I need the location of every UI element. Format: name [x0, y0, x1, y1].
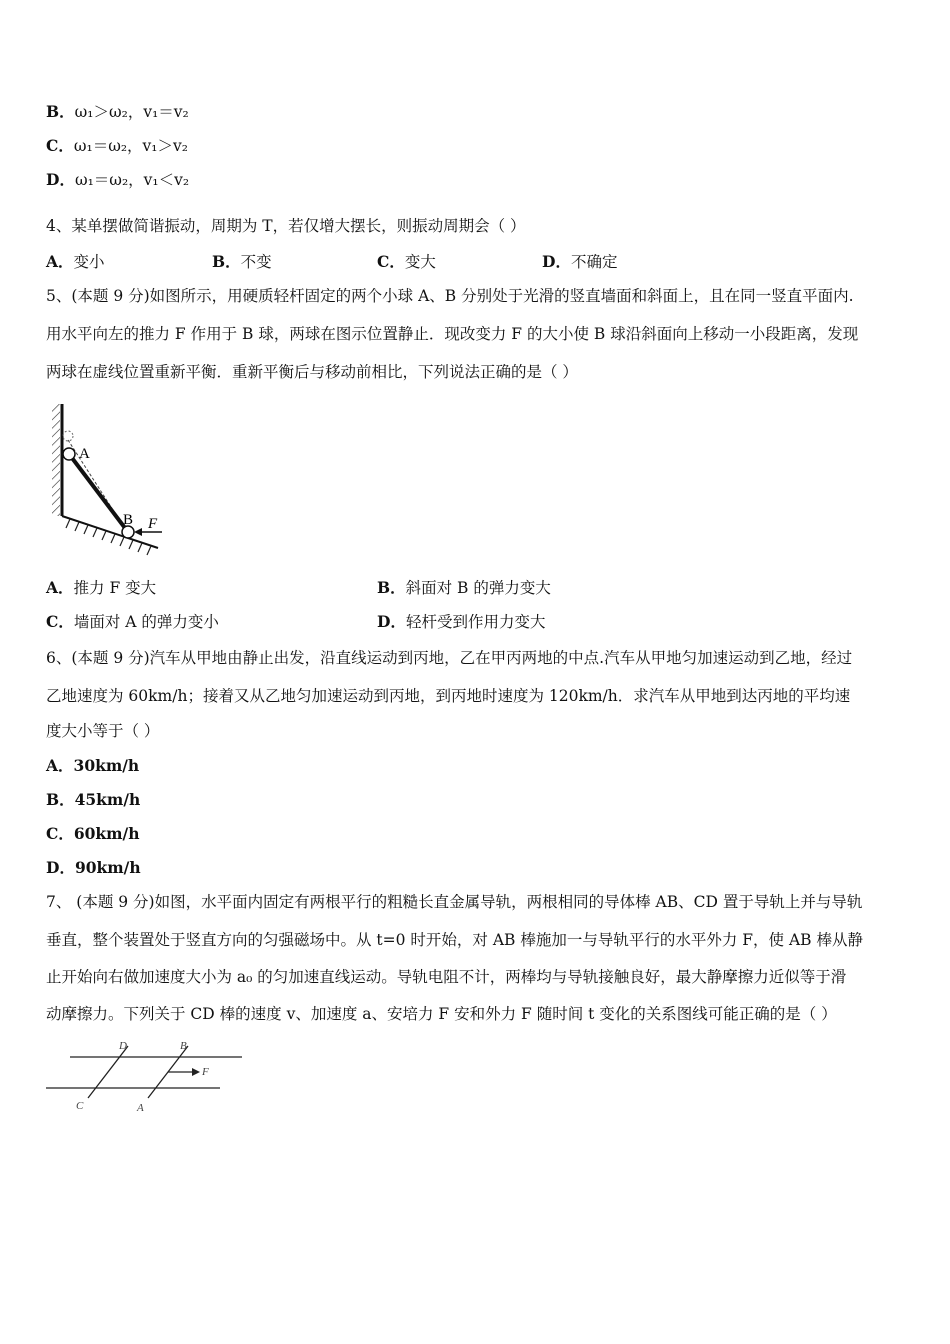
- q7-stem-line-4: 动摩擦力。下列关于 CD 棒的速度 v、加速度 a、安培力 F 安和外力 F 随时间 t 变化的关系图线可能正确的是（ ）: [46, 1005, 837, 1023]
- q4-option-a-text: 变小: [73, 253, 105, 271]
- q4-option-d-text: 不确定: [570, 253, 618, 271]
- q4-option-a-letter: A．: [46, 252, 74, 271]
- q5-option-b-letter: B．: [377, 578, 406, 597]
- q4-option-b: [212, 252, 272, 272]
- q5-label-a: A: [79, 446, 90, 462]
- q7-stem-line-2: 垂直，整个装置处于竖直方向的匀强磁场中。从 t=0 时开始，对 AB 棒施加一与导轨平行的水平外力 F，使 AB 棒从静: [46, 931, 863, 949]
- q4-option-c-letter: C．: [377, 252, 405, 271]
- q5-option-a-letter: A．: [46, 578, 74, 597]
- q4-option-c-text: 变大: [404, 253, 436, 271]
- q4-option-b-text: 不变: [240, 253, 272, 271]
- q4-option-d: [542, 252, 617, 272]
- q6-option-a-letter: A．: [46, 756, 74, 775]
- q7-force-arrowhead: [192, 1068, 200, 1076]
- q4-option-d-letter: D．: [542, 252, 571, 271]
- q5-stem-line-3: 两球在虚线位置重新平衡．重新平衡后与移动前相比，下列说法正确的是（ ）: [46, 363, 578, 381]
- q5-option-c: [46, 612, 219, 632]
- q6-option-b: [46, 790, 140, 810]
- q5-incline-hatch: [66, 519, 151, 555]
- q7-label-f: F: [202, 1066, 209, 1078]
- q6-option-c-letter: C．: [46, 824, 74, 843]
- q6-stem-line-2: 乙地速度为 60km/h；接着又从乙地匀加速运动到丙地，到丙地时速度为 120km/h．求汽车从甲地到达丙地的平均速: [46, 687, 851, 705]
- q5-option-b-text: 斜面对 B 的弹力变大: [405, 579, 551, 597]
- q4-stem: 4、某单摆做简谐振动，周期为 T，若仅增大摆长，则振动周期会（ ）: [46, 217, 526, 235]
- q4-option-b-letter: B．: [212, 252, 241, 271]
- q3-option-b: [46, 102, 189, 122]
- q6-option-d-letter: D．: [46, 858, 75, 877]
- q3-option-d-text: ω₁＝ω₂，v₁＜v₂: [74, 171, 190, 189]
- q7-label-a: A: [137, 1102, 144, 1114]
- q3-option-d-letter: D．: [46, 170, 75, 189]
- q6-option-d: [46, 858, 141, 878]
- q7-label-c: C: [76, 1100, 84, 1112]
- q5-stem-line-1: 5、(本题 9 分)如图所示，用硬质轻杆固定的两个小球 A、B 分别处于光滑的竖直墙面和斜面上，且在同一竖直平面内.: [46, 287, 854, 305]
- q5-figure: [46, 400, 170, 564]
- q5-option-c-text: 墙面对 A 的弹力变小: [73, 613, 219, 631]
- q7-label-d: D: [119, 1040, 127, 1052]
- q5-option-a-text: 推力 F 变大: [73, 579, 157, 597]
- q6-option-c: [46, 824, 139, 844]
- q3-option-b-letter: B．: [46, 102, 75, 121]
- q5-option-d: [377, 612, 545, 632]
- q3-option-c-letter: C．: [46, 136, 74, 155]
- q5-label-f: F: [148, 516, 158, 532]
- q3-option-b-text: ω₁＞ω₂，v₁＝v₂: [74, 103, 189, 121]
- q5-ball-a: [63, 448, 75, 460]
- q6-option-d-text: 90km/h: [74, 858, 141, 877]
- q5-force-arrowhead: [134, 528, 142, 536]
- q5-option-d-text: 轻杆受到作用力变大: [405, 613, 546, 631]
- q7-stem-line-3: 止开始向右做加速度大小为 a₀ 的匀加速直线运动。导轨电阻不计，两棒均与导轨接触良好，最大静摩擦力近似等于滑: [46, 968, 847, 986]
- q5-option-d-letter: D．: [377, 612, 406, 631]
- q5-stem-line-2: 用水平向左的推力 F 作用于 B 球，两球在图示位置静止．现改变力 F 的大小使 B 球沿斜面向上移动一小段距离，发现: [46, 325, 859, 343]
- q3-option-c-text: ω₁＝ω₂，v₁＞v₂: [73, 137, 188, 155]
- q5-dashed-ball-a: [63, 431, 73, 441]
- q5-option-b: [377, 578, 551, 598]
- q7-label-b: B: [180, 1040, 187, 1052]
- q5-wall-hatch: [52, 404, 60, 516]
- q5-option-c-letter: C．: [46, 612, 74, 631]
- q3-option-c: [46, 136, 188, 156]
- q6-option-a-text: 30km/h: [73, 756, 140, 775]
- q6-stem-line-1: 6、(本题 9 分)汽车从甲地由静止出发，沿直线运动到丙地，乙在甲丙两地的中点.汽车从甲地匀加速运动到乙地，经过: [46, 649, 853, 667]
- q3-option-d: [46, 170, 189, 190]
- q7-stem-line-1: 7、 (本题 9 分)如图，水平面内固定有两根平行的粗糙长直金属导轨，两根相同的导体棒 AB、CD 置于导轨上并与导轨: [46, 893, 863, 911]
- q6-option-b-letter: B．: [46, 790, 75, 809]
- q6-option-b-text: 45km/h: [74, 790, 141, 809]
- q6-option-c-text: 60km/h: [73, 824, 140, 843]
- q5-option-a: [46, 578, 156, 598]
- q7-rod-cd: [88, 1046, 128, 1098]
- q4-option-a: [46, 252, 105, 272]
- q5-label-b: B: [123, 512, 134, 528]
- q6-option-a: [46, 756, 139, 776]
- q4-option-c: [377, 252, 436, 272]
- q7-figure: [44, 1038, 248, 1118]
- q6-stem-line-3: 度大小等于（ ）: [46, 722, 160, 740]
